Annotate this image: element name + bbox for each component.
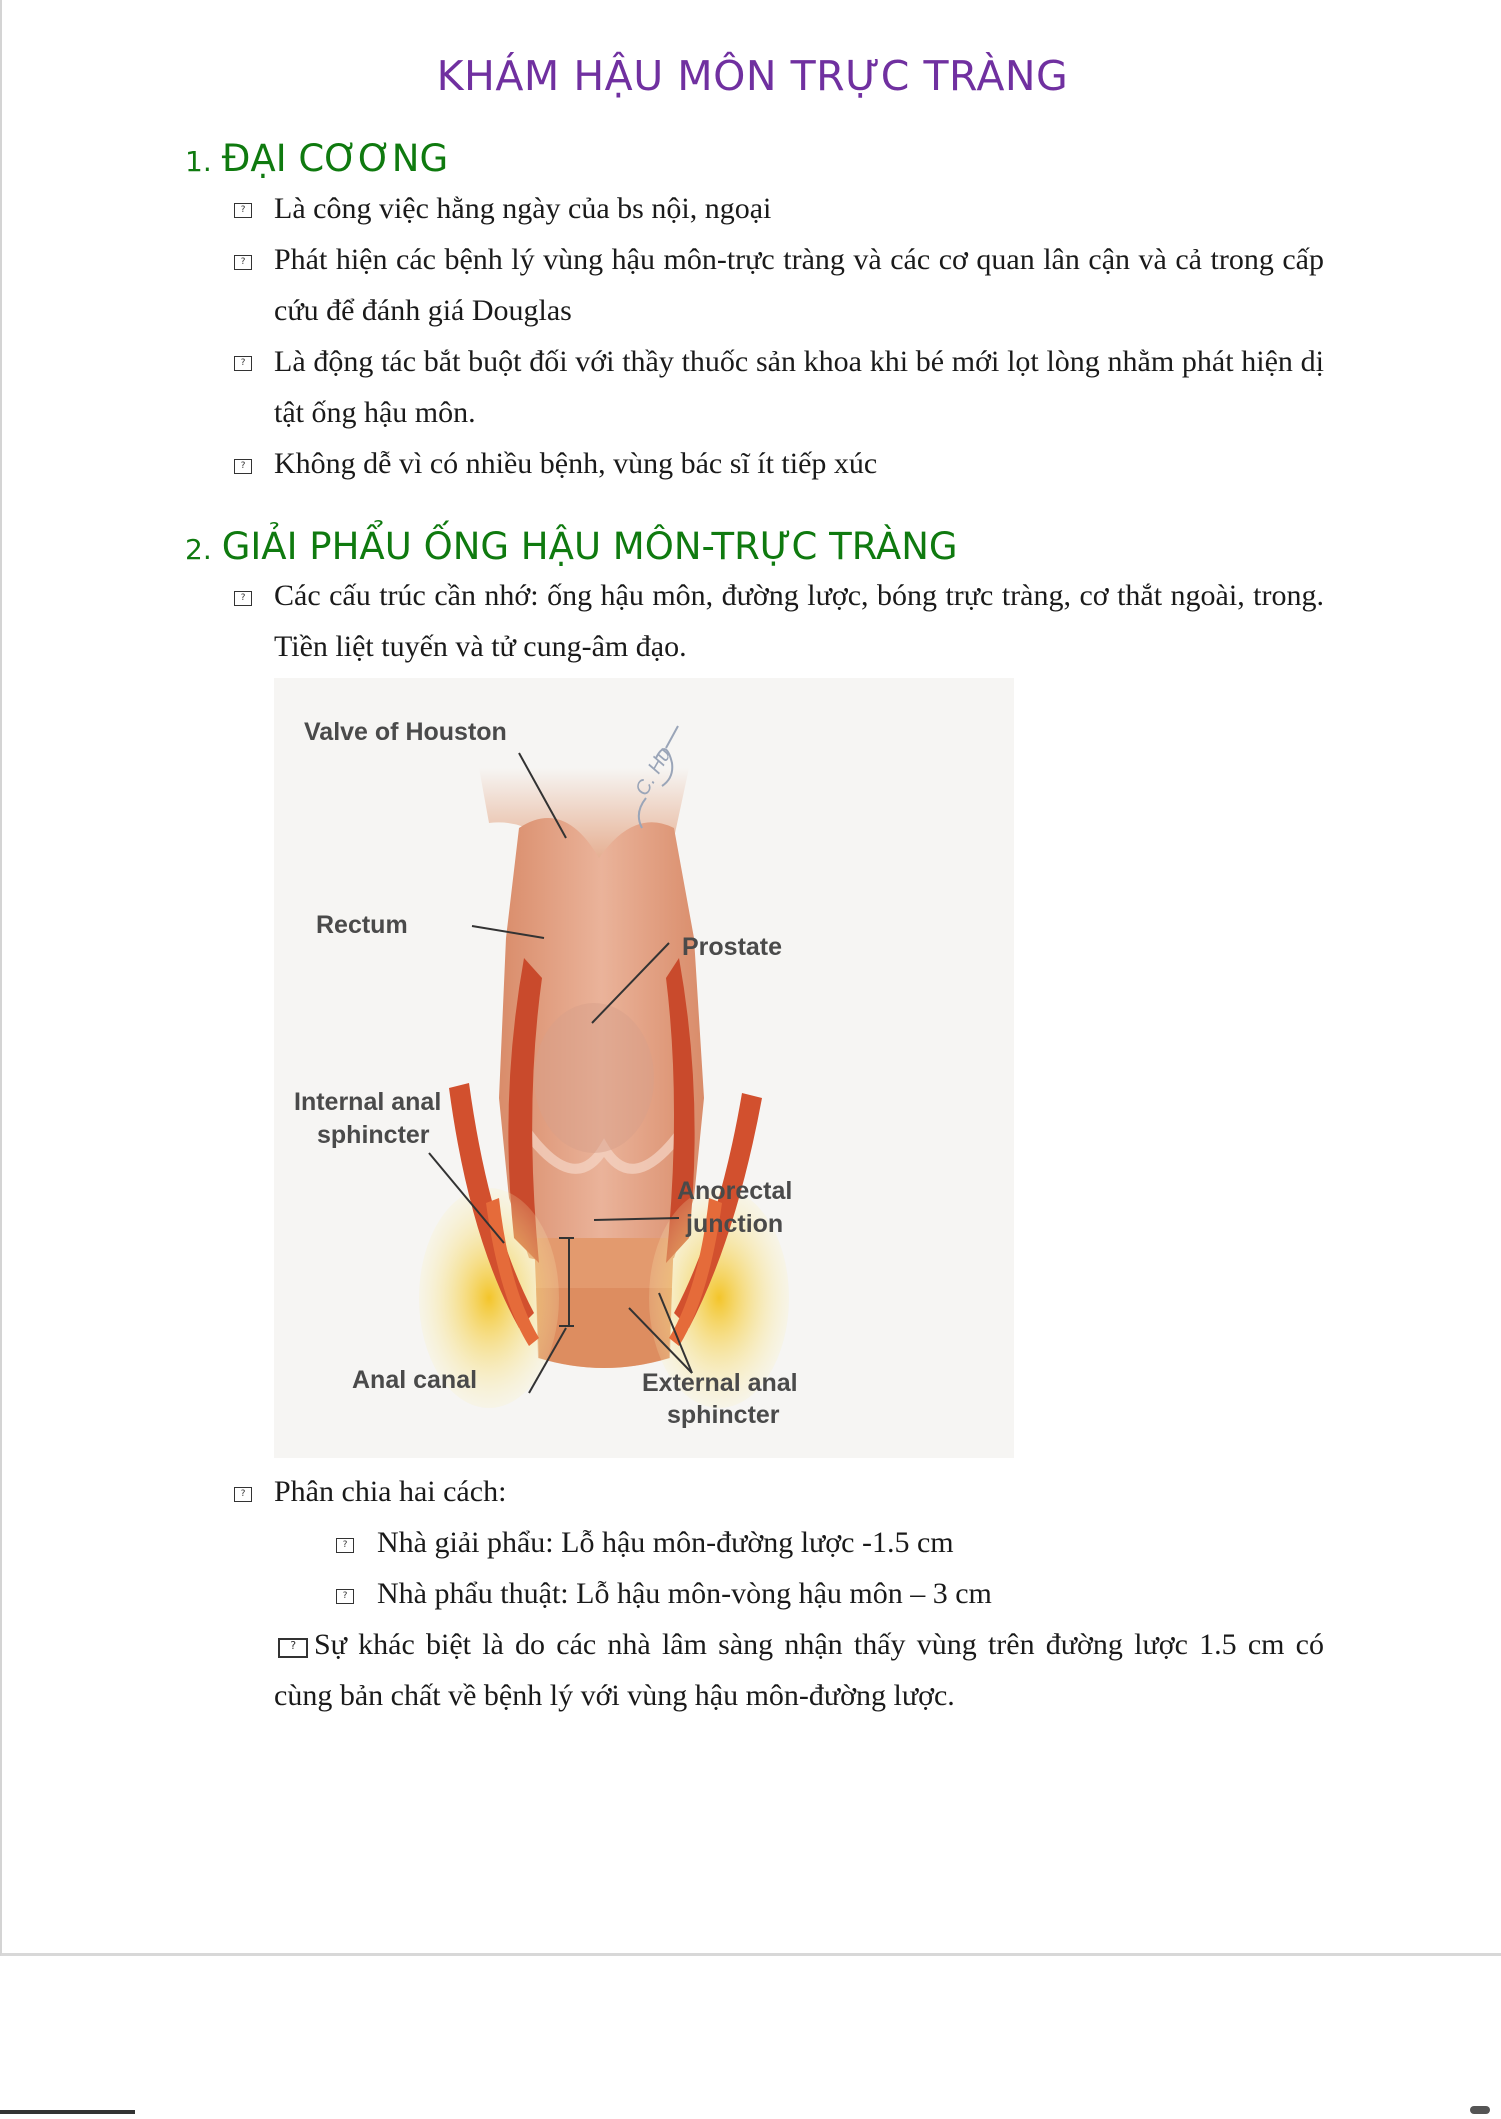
label-internal-sphincter: sphincter: [317, 1121, 430, 1149]
paragraph: Không dễ vì có nhiều bệnh, vùng bác sĩ ít tiếp xúc: [274, 447, 878, 480]
label-external-sphincter: sphincter: [667, 1401, 780, 1429]
section-1-heading: [185, 137, 448, 180]
label-valve-of-houston: Valve of Houston: [304, 718, 507, 746]
label-anorectal: Anorectal: [677, 1177, 793, 1205]
bullet-icon: ?: [234, 356, 252, 371]
bullet-icon: ?: [336, 1538, 354, 1553]
section-title: GIẢI PHẨU ỐNG HẬU MÔN-TRỰC TRÀNG: [221, 525, 958, 568]
signature-text: C. Hu: [631, 744, 676, 800]
label-junction: junction: [686, 1210, 784, 1238]
section-title: ĐẠI CƠƠNG: [221, 137, 449, 180]
bullet-icon: ?: [234, 203, 252, 218]
bullet-icon: ?: [234, 591, 252, 606]
label-prostate: Prostate: [682, 933, 783, 961]
sub-paragraph: Nhà giải phẩu: Lỗ hậu môn-đường lược -1.5 cm: [377, 1526, 954, 1559]
paragraph: Phát hiện các bệnh lý vùng hậu môn-trực tràng và các cơ quan lân cận và cả trong cấp cứu để đánh giá Douglas: [274, 243, 1324, 327]
section-2-heading: [185, 525, 958, 568]
anatomy-illustration: [274, 678, 1014, 1458]
bullet-icon: ?: [234, 1487, 252, 1502]
label-anal-canal: Anal canal: [352, 1366, 478, 1394]
section-number: 1.: [185, 145, 212, 178]
label-rectum: Rectum: [316, 911, 408, 939]
page-footer-rule: [0, 2110, 135, 2114]
paragraph: Phân chia hai cách:: [274, 1475, 507, 1508]
label-internal-anal: Internal anal: [294, 1088, 442, 1116]
arrow-bullet-icon: ?: [278, 1638, 308, 1658]
label-external-anal: External anal: [642, 1369, 798, 1397]
anorectal-anatomy-figure: [274, 678, 1014, 1458]
bullet-icon: ?: [336, 1589, 354, 1604]
section-number: 2.: [185, 533, 212, 566]
bullet-icon: ?: [234, 459, 252, 474]
page-footer-marker: [1470, 2106, 1490, 2114]
page-title: KHÁM HẬU MÔN TRỰC TRÀNG: [436, 52, 1069, 100]
sub-paragraph: Nhà phẩu thuật: Lỗ hậu môn-vòng hậu môn – 3 cm: [377, 1577, 992, 1610]
paragraph: Các cấu trúc cần nhớ: ống hậu môn, đường lược, bóng trực tràng, cơ thắt ngoài, trong. Tiền liệt tuyến và tử cung-âm đạo.: [274, 579, 1324, 663]
bullet-icon: ?: [234, 255, 252, 270]
paragraph: Là động tác bắt buột đối với thầy thuốc sản khoa khi bé mới lọt lòng nhằm phát hiện dị tật ống hậu môn.: [274, 345, 1324, 429]
note-paragraph: Sự khác biệt là do các nhà lâm sàng nhận thấy vùng trên đường lược 1.5 cm có cùng bản chất về bệnh lý với vùng hậu môn-đường lược.: [274, 1628, 1324, 1712]
paragraph: Là công việc hằng ngày của bs nội, ngoại: [274, 192, 772, 225]
